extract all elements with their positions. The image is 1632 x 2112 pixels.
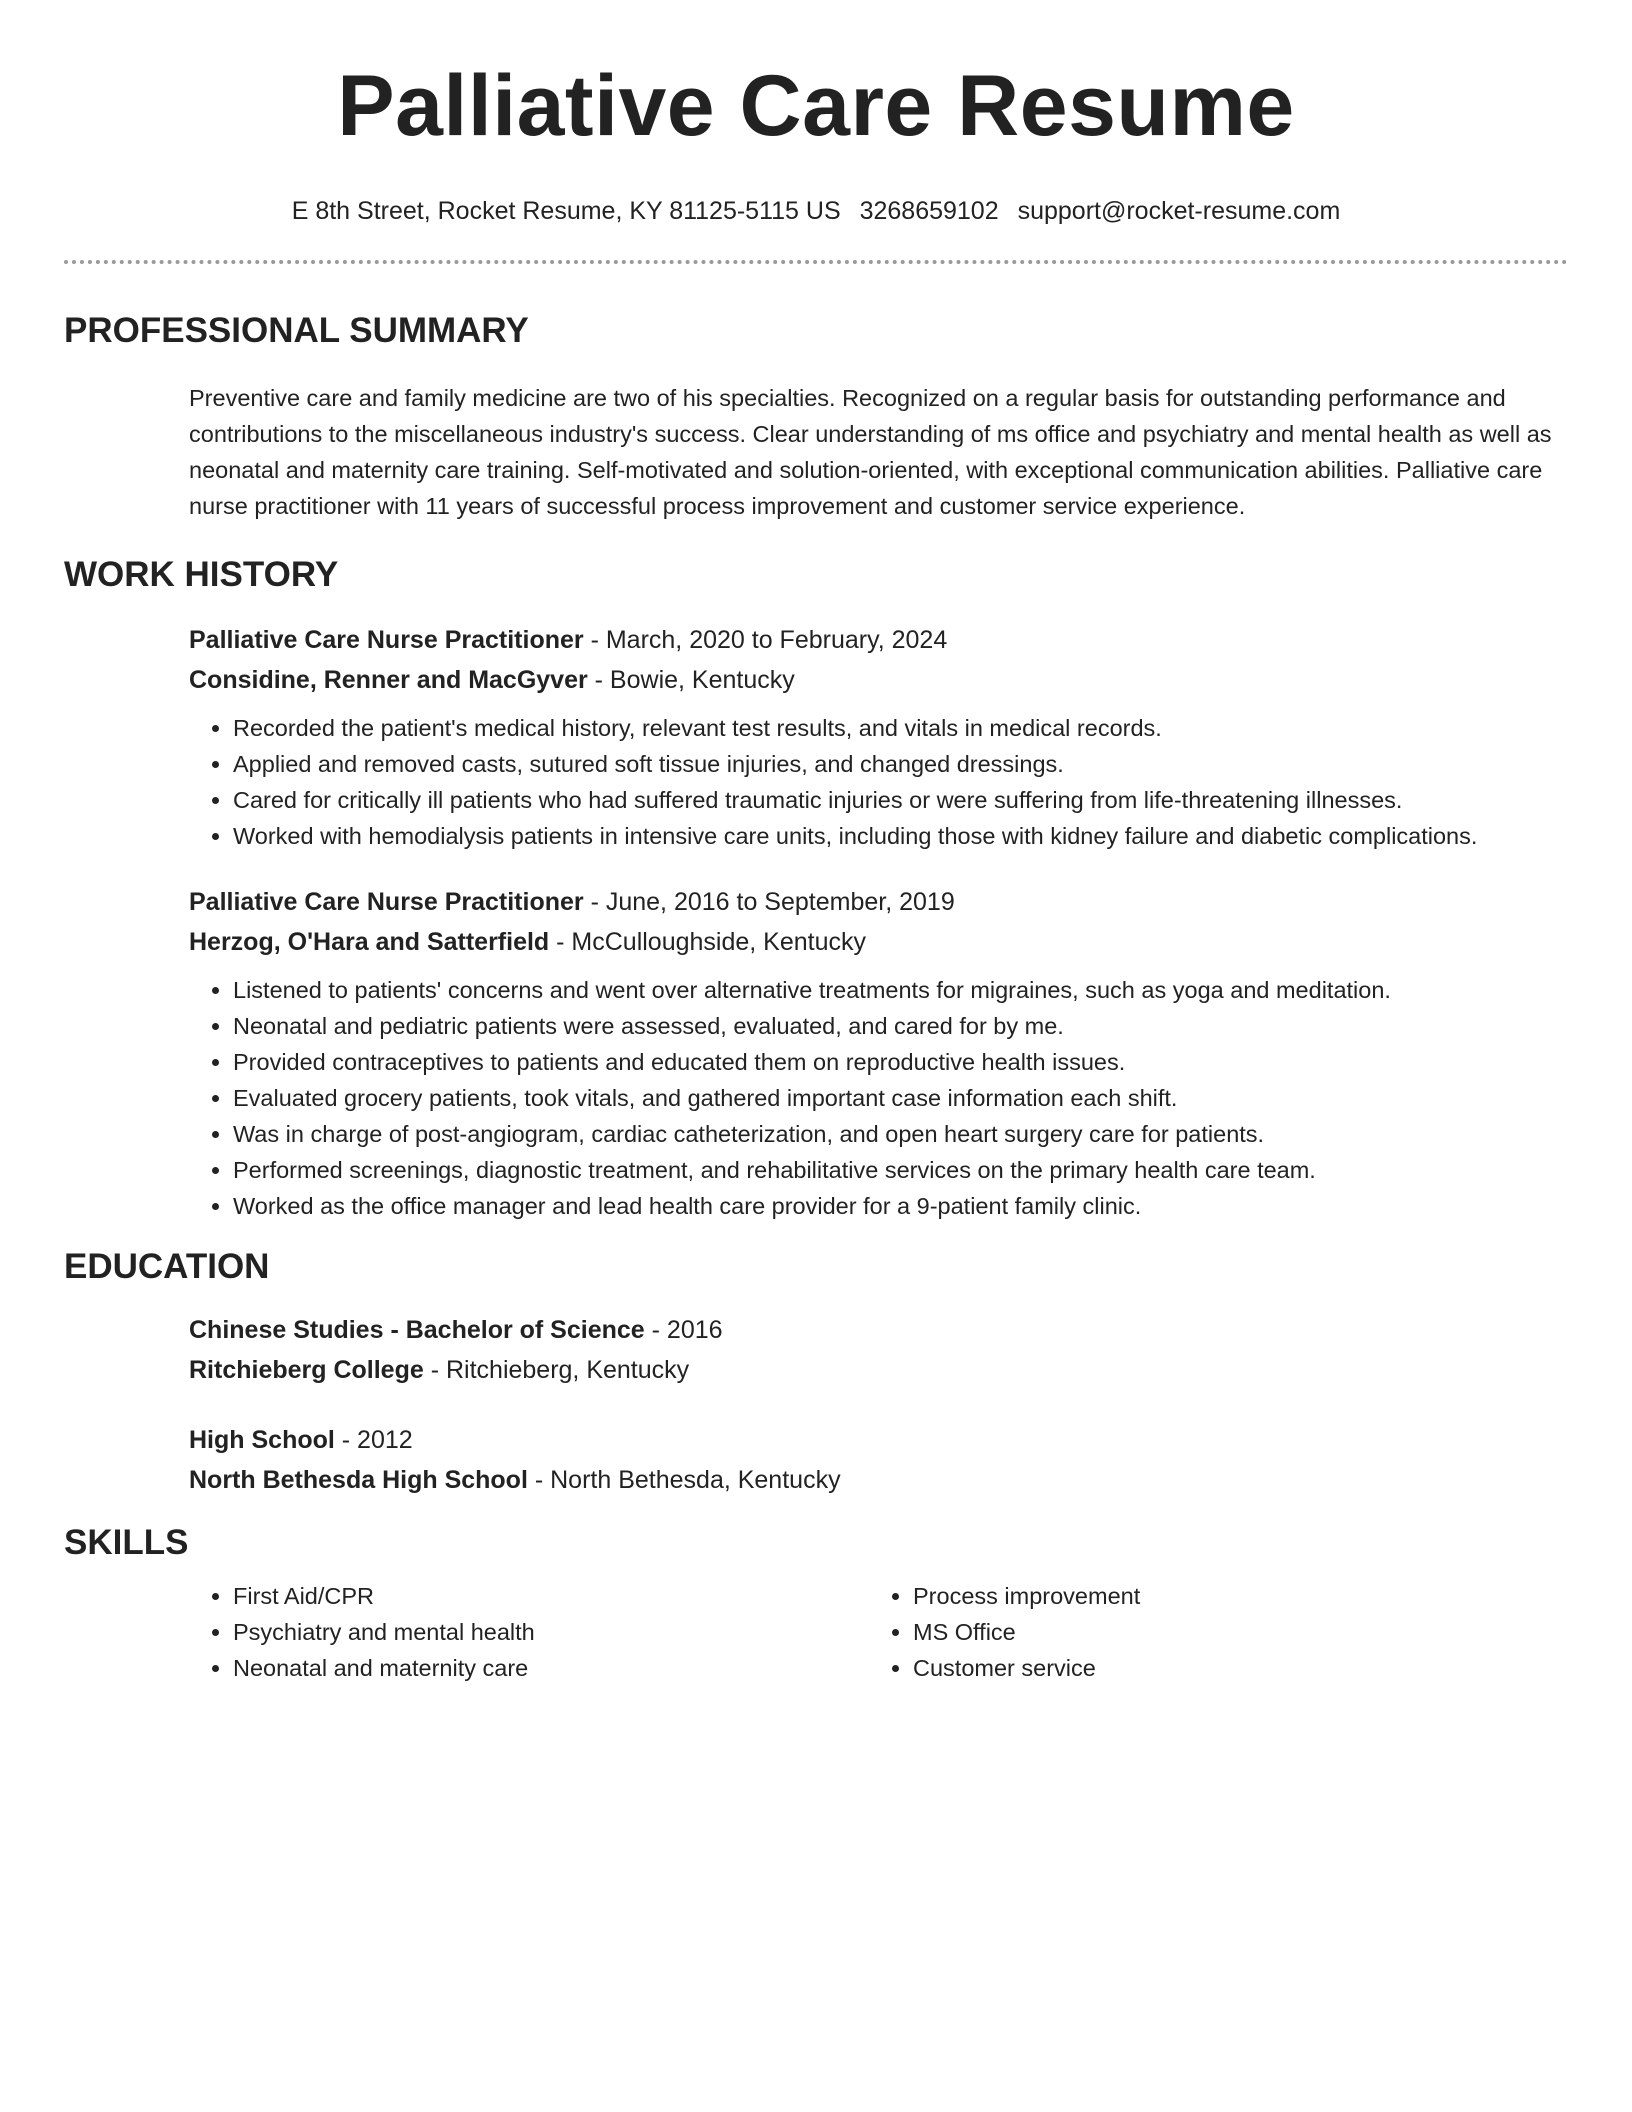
job-company-line <box>189 660 1568 700</box>
list-item: • Neonatal and pediatric patients were assessed, evaluated, and cared for by me. <box>233 1008 1568 1044</box>
skills-heading: SKILLS <box>64 1523 189 1562</box>
skills-column-left <box>189 1578 869 1686</box>
job-location: - McCulloughside, Kentucky <box>549 928 867 956</box>
education-entry <box>64 1420 1568 1500</box>
list-item: • Evaluated grocery patients, took vitals, and gathered important case information each shift. <box>233 1080 1568 1116</box>
job-title-line <box>189 620 1568 660</box>
education-heading: EDUCATION <box>64 1247 270 1286</box>
summary-text: Preventive care and family medicine are two of his specialties. Recognized on a regular basis for outstanding performance and contributions to the miscellaneous industry's success. Clear understanding of ms office and psychiatry and mental health as well as neonatal and maternity care training. Self-motivated and solution-oriented, with exceptional communication abilities. Palliative care nurse practitioner with 11 years of successful process improvement and customer service experience. <box>189 385 1552 519</box>
degree-line <box>189 1420 1568 1460</box>
school: Ritchieberg College <box>189 1356 424 1384</box>
job-entry <box>64 882 1568 1224</box>
page-title: Palliative Care Resume <box>337 58 1295 154</box>
contact-line <box>64 196 1568 226</box>
job-company: Herzog, O'Hara and Satterfield <box>189 928 550 956</box>
job-title: Palliative Care Nurse Practitioner <box>189 626 584 654</box>
degree: Chinese Studies - Bachelor of Science <box>189 1316 645 1344</box>
job-title-line <box>189 882 1568 922</box>
job-bullets <box>189 710 1568 854</box>
address: E 8th Street, Rocket Resume, KY 81125-5115 US <box>291 197 841 225</box>
email: support@rocket-resume.com <box>1017 197 1341 225</box>
education-entry <box>64 1310 1568 1390</box>
school-line <box>189 1460 1568 1500</box>
list-item: • Performed screenings, diagnostic treatment, and rehabilitative services on the primary health care team. <box>233 1152 1568 1188</box>
list-item: • Applied and removed casts, sutured soft tissue injuries, and changed dressings. <box>233 746 1568 782</box>
school-line <box>189 1350 1568 1390</box>
list-item: • Neonatal and maternity care <box>233 1650 869 1686</box>
list-item: • Customer service <box>913 1650 1549 1686</box>
list-item: • First Aid/CPR <box>233 1578 869 1614</box>
list-item: • Process improvement <box>913 1578 1549 1614</box>
list-item: • Was in charge of post-angiogram, cardiac catheterization, and open heart surgery care for patients. <box>233 1116 1568 1152</box>
phone: 3268659102 <box>859 197 999 225</box>
job-location: - Bowie, Kentucky <box>587 666 795 694</box>
list-item: • Provided contraceptives to patients and educated them on reproductive health issues. <box>233 1044 1568 1080</box>
list-item: • Cared for critically ill patients who had suffered traumatic injuries or were suffering from life-threatening illnesses. <box>233 782 1568 818</box>
job-bullets <box>189 972 1568 1224</box>
job-dates: - March, 2020 to February, 2024 <box>583 626 948 654</box>
skills-list <box>64 1578 1568 1686</box>
list-item: • Recorded the patient's medical history, relevant test results, and vitals in medical records. <box>233 710 1568 746</box>
graduation-year: - 2012 <box>334 1426 413 1454</box>
list-item: • Worked as the office manager and lead health care provider for a 9-patient family clinic. <box>233 1188 1568 1224</box>
list-item: • MS Office <box>913 1614 1549 1650</box>
school-location: - North Bethesda, Kentucky <box>527 1466 841 1494</box>
job-dates: - June, 2016 to September, 2019 <box>583 888 955 916</box>
skills-column-right <box>869 1578 1549 1686</box>
list-item: • Listened to patients' concerns and went over alternative treatments for migraines, such as yoga and meditation. <box>233 972 1568 1008</box>
school: North Bethesda High School <box>189 1466 528 1494</box>
degree: High School <box>189 1426 335 1454</box>
list-item: • Worked with hemodialysis patients in intensive care units, including those with kidney failure and diabetic complications. <box>233 818 1568 854</box>
graduation-year: - 2016 <box>644 1316 723 1344</box>
school-location: - Ritchieberg, Kentucky <box>423 1356 690 1384</box>
job-entry <box>64 620 1568 854</box>
dotted-divider <box>64 260 1568 264</box>
job-company: Considine, Renner and MacGyver <box>189 666 588 694</box>
summary-heading: PROFESSIONAL SUMMARY <box>64 311 529 350</box>
degree-line <box>189 1310 1568 1350</box>
job-company-line <box>189 922 1568 962</box>
job-title: Palliative Care Nurse Practitioner <box>189 888 584 916</box>
work-history-heading: WORK HISTORY <box>64 555 339 594</box>
list-item: • Psychiatry and mental health <box>233 1614 869 1650</box>
